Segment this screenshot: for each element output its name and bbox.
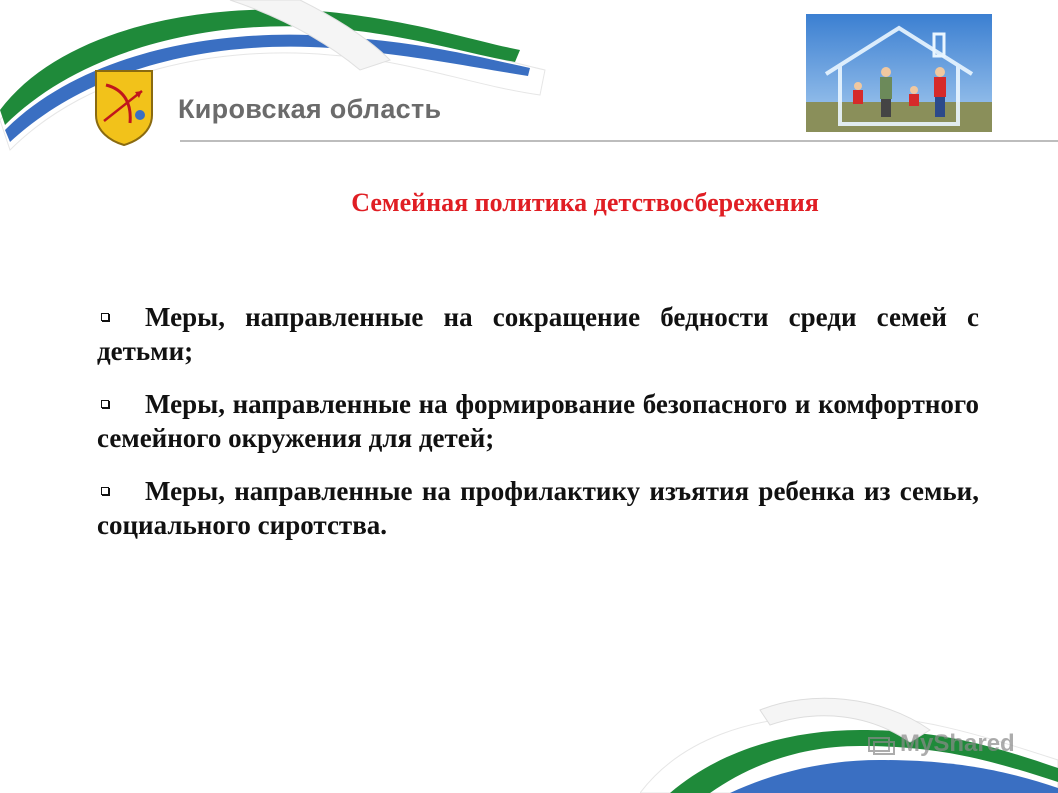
bullet-text: Меры, направленные на формирование безопасного и комфортного семейного окружения для детей;: [97, 389, 979, 453]
bullet-square-icon: [101, 313, 109, 321]
bullet-square-icon: [101, 400, 109, 408]
bullet-item: [97, 300, 979, 368]
flag-ribbon-top: [0, 0, 560, 160]
bullet-square-icon: [101, 487, 109, 495]
bullet-item: [97, 387, 979, 455]
region-title: Кировская область: [178, 94, 442, 124]
bullet-list: [97, 300, 979, 561]
myshared-logo-icon: [868, 735, 896, 755]
watermark: [868, 730, 1015, 758]
bullet-item: [97, 474, 979, 542]
header-divider: [180, 140, 1058, 142]
bullet-text: Меры, направленные на сокращение бедности среди семей с детьми;: [97, 302, 979, 366]
family-house-photo: [806, 14, 992, 132]
slide-title: Семейная политика детствосбережения: [351, 188, 819, 217]
watermark-text: MyShared: [900, 730, 1015, 757]
bullet-text: Меры, направленные на профилактику изъятия ребенка из семьи, социального сиротства.: [97, 476, 979, 540]
coat-of-arms-icon: [92, 67, 156, 147]
